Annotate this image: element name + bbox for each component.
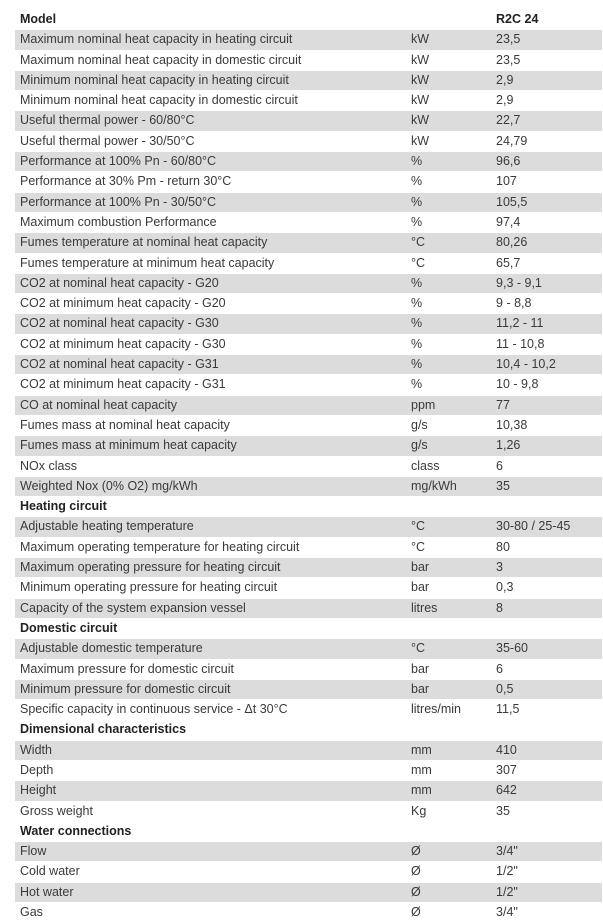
section-title: Heating circuit <box>15 497 491 517</box>
cell-unit: kW <box>406 70 491 90</box>
section-header-row <box>15 10 602 30</box>
cell-unit: % <box>406 192 491 212</box>
cell-value: 97,4 <box>491 212 602 232</box>
cell-value: 10 - 9,8 <box>491 375 602 395</box>
cell-unit: °C <box>406 517 491 537</box>
cell-value: 10,38 <box>491 415 602 435</box>
cell-unit: Ø <box>406 862 491 882</box>
cell-param: CO at nominal heat capacity <box>15 395 406 415</box>
cell-param: Fumes mass at nominal heat capacity <box>15 415 406 435</box>
table-row <box>15 760 602 780</box>
section-header-row <box>15 821 602 841</box>
cell-value: 80,26 <box>491 233 602 253</box>
table-row <box>15 192 602 212</box>
cell-param: Gas <box>15 903 406 923</box>
table-row <box>15 436 602 456</box>
table-row <box>15 212 602 232</box>
cell-value: 80 <box>491 537 602 557</box>
section-header-row <box>15 618 602 638</box>
table-row <box>15 578 602 598</box>
cell-param: CO2 at nominal heat capacity - G31 <box>15 355 406 375</box>
cell-param: Depth <box>15 760 406 780</box>
cell-param: Maximum operating temperature for heating circuit <box>15 537 406 557</box>
cell-param: Flow <box>15 842 406 862</box>
cell-param: Hot water <box>15 882 406 902</box>
cell-unit: Kg <box>406 801 491 821</box>
cell-value: 22,7 <box>491 111 602 131</box>
cell-unit: % <box>406 334 491 354</box>
cell-param: Cold water <box>15 862 406 882</box>
cell-unit: °C <box>406 253 491 273</box>
spec-table <box>15 10 602 923</box>
cell-value: 3/4" <box>491 842 602 862</box>
cell-unit: litres/min <box>406 700 491 720</box>
cell-value: 24,79 <box>491 131 602 151</box>
cell-unit: mm <box>406 740 491 760</box>
table-row <box>15 659 602 679</box>
table-row <box>15 253 602 273</box>
cell-param: Useful thermal power - 60/80°C <box>15 111 406 131</box>
cell-unit: g/s <box>406 436 491 456</box>
cell-unit: % <box>406 212 491 232</box>
table-row <box>15 781 602 801</box>
cell-unit: bar <box>406 659 491 679</box>
section-header-row <box>15 720 602 740</box>
cell-value: 10,4 - 10,2 <box>491 355 602 375</box>
cell-unit: kW <box>406 131 491 151</box>
cell-param: Maximum operating pressure for heating circuit <box>15 558 406 578</box>
cell-param: Capacity of the system expansion vessel <box>15 598 406 618</box>
cell-unit: bar <box>406 578 491 598</box>
cell-param: Minimum nominal heat capacity in heating circuit <box>15 70 406 90</box>
cell-value: 35-60 <box>491 639 602 659</box>
cell-param: CO2 at minimum heat capacity - G30 <box>15 334 406 354</box>
table-row <box>15 334 602 354</box>
cell-unit: % <box>406 375 491 395</box>
table-row <box>15 273 602 293</box>
cell-param: Height <box>15 781 406 801</box>
cell-unit: class <box>406 456 491 476</box>
cell-param: Minimum operating pressure for heating circuit <box>15 578 406 598</box>
cell-value: 77 <box>491 395 602 415</box>
table-row <box>15 679 602 699</box>
section-title: Dimensional characteristics <box>15 720 491 740</box>
cell-unit: °C <box>406 537 491 557</box>
table-row <box>15 131 602 151</box>
cell-unit: % <box>406 172 491 192</box>
cell-value: 105,5 <box>491 192 602 212</box>
cell-value: 2,9 <box>491 91 602 111</box>
cell-unit: % <box>406 355 491 375</box>
cell-unit: ppm <box>406 395 491 415</box>
model-name <box>491 618 602 638</box>
cell-unit: kW <box>406 50 491 70</box>
cell-value: 1,26 <box>491 436 602 456</box>
cell-value: 6 <box>491 659 602 679</box>
cell-param: Adjustable domestic temperature <box>15 639 406 659</box>
cell-unit: mm <box>406 781 491 801</box>
cell-value: 96,6 <box>491 152 602 172</box>
cell-param: Minimum nominal heat capacity in domestic circuit <box>15 91 406 111</box>
table-row <box>15 111 602 131</box>
cell-param: Performance at 30% Pm - return 30°C <box>15 172 406 192</box>
cell-unit: % <box>406 294 491 314</box>
cell-value: 11,2 - 11 <box>491 314 602 334</box>
cell-unit: mg/kWh <box>406 476 491 496</box>
table-row <box>15 50 602 70</box>
cell-param: CO2 at minimum heat capacity - G31 <box>15 375 406 395</box>
cell-unit: % <box>406 314 491 334</box>
section-title: Water connections <box>15 821 491 841</box>
cell-param: Minimum pressure for domestic circuit <box>15 679 406 699</box>
cell-param: Performance at 100% Pn - 30/50°C <box>15 192 406 212</box>
table-row <box>15 30 602 50</box>
cell-value: 9 - 8,8 <box>491 294 602 314</box>
cell-param: Maximum pressure for domestic circuit <box>15 659 406 679</box>
cell-param: Maximum nominal heat capacity in domestic circuit <box>15 50 406 70</box>
cell-param: Weighted Nox (0% O2) mg/kWh <box>15 476 406 496</box>
table-row <box>15 740 602 760</box>
cell-value: 3 <box>491 558 602 578</box>
table-row <box>15 903 602 923</box>
cell-unit: % <box>406 152 491 172</box>
cell-value: 107 <box>491 172 602 192</box>
cell-param: Maximum combustion Performance <box>15 212 406 232</box>
table-row <box>15 842 602 862</box>
cell-unit: °C <box>406 639 491 659</box>
cell-param: Specific capacity in continuous service - Δt 30°C <box>15 700 406 720</box>
cell-unit: litres <box>406 598 491 618</box>
cell-unit: Ø <box>406 882 491 902</box>
cell-unit: kW <box>406 111 491 131</box>
table-row <box>15 456 602 476</box>
cell-param: Gross weight <box>15 801 406 821</box>
table-row <box>15 375 602 395</box>
model-name <box>491 720 602 740</box>
cell-param: CO2 at minimum heat capacity - G20 <box>15 294 406 314</box>
table-row <box>15 152 602 172</box>
cell-unit: kW <box>406 91 491 111</box>
cell-param: Fumes temperature at minimum heat capacity <box>15 253 406 273</box>
section-title: Model <box>15 10 491 30</box>
cell-value: 1/2" <box>491 862 602 882</box>
table-row <box>15 558 602 578</box>
table-row <box>15 639 602 659</box>
cell-unit: % <box>406 273 491 293</box>
cell-value: 8 <box>491 598 602 618</box>
cell-unit: bar <box>406 558 491 578</box>
table-row <box>15 172 602 192</box>
cell-value: 1/2" <box>491 882 602 902</box>
cell-param: Fumes temperature at nominal heat capacity <box>15 233 406 253</box>
cell-value: 642 <box>491 781 602 801</box>
cell-param: Adjustable heating temperature <box>15 517 406 537</box>
table-row <box>15 537 602 557</box>
cell-value: 65,7 <box>491 253 602 273</box>
cell-value: 3/4" <box>491 903 602 923</box>
cell-unit: g/s <box>406 415 491 435</box>
cell-unit: kW <box>406 30 491 50</box>
cell-unit: Ø <box>406 903 491 923</box>
table-row <box>15 862 602 882</box>
model-name <box>491 497 602 517</box>
table-row <box>15 598 602 618</box>
cell-param: CO2 at nominal heat capacity - G30 <box>15 314 406 334</box>
cell-value: 35 <box>491 801 602 821</box>
cell-param: Fumes mass at minimum heat capacity <box>15 436 406 456</box>
table-row <box>15 91 602 111</box>
table-row <box>15 233 602 253</box>
cell-value: 23,5 <box>491 50 602 70</box>
table-row <box>15 314 602 334</box>
cell-unit: bar <box>406 679 491 699</box>
cell-param: NOx class <box>15 456 406 476</box>
cell-unit: mm <box>406 760 491 780</box>
cell-param: Width <box>15 740 406 760</box>
cell-value: 2,9 <box>491 70 602 90</box>
cell-unit: °C <box>406 233 491 253</box>
cell-value: 6 <box>491 456 602 476</box>
table-row <box>15 700 602 720</box>
cell-value: 410 <box>491 740 602 760</box>
cell-value: 0,3 <box>491 578 602 598</box>
cell-value: 23,5 <box>491 30 602 50</box>
cell-param: Performance at 100% Pn - 60/80°C <box>15 152 406 172</box>
cell-value: 35 <box>491 476 602 496</box>
cell-unit: Ø <box>406 842 491 862</box>
table-row <box>15 476 602 496</box>
cell-value: 307 <box>491 760 602 780</box>
table-row <box>15 395 602 415</box>
table-row <box>15 801 602 821</box>
cell-param: Maximum nominal heat capacity in heating circuit <box>15 30 406 50</box>
section-header-row <box>15 497 602 517</box>
cell-value: 0,5 <box>491 679 602 699</box>
table-row <box>15 70 602 90</box>
cell-param: Useful thermal power - 30/50°C <box>15 131 406 151</box>
cell-value: 11,5 <box>491 700 602 720</box>
spec-table-body <box>15 10 602 923</box>
cell-value: 9,3 - 9,1 <box>491 273 602 293</box>
table-row <box>15 882 602 902</box>
section-title: Domestic circuit <box>15 618 491 638</box>
table-row <box>15 294 602 314</box>
table-row <box>15 415 602 435</box>
table-row <box>15 517 602 537</box>
cell-value: 11 - 10,8 <box>491 334 602 354</box>
model-name <box>491 821 602 841</box>
cell-value: 30-80 / 25-45 <box>491 517 602 537</box>
table-row <box>15 355 602 375</box>
cell-param: CO2 at nominal heat capacity - G20 <box>15 273 406 293</box>
model-name: R2C 24 <box>491 10 602 30</box>
